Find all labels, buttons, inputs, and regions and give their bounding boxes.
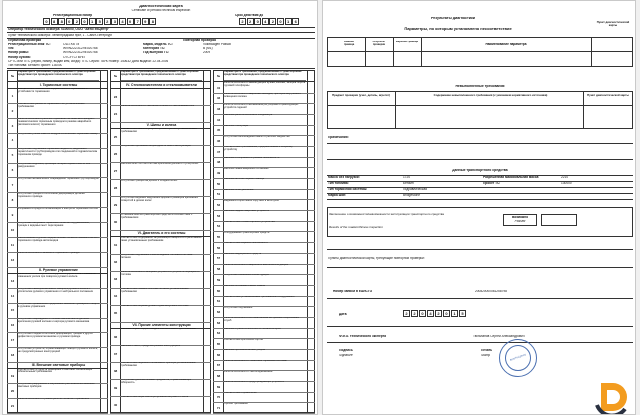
conclusion-label: Заключение о возможности/невозможности эксплуатации транспортного средства	[329, 213, 444, 216]
check-item-number: 60	[216, 288, 221, 293]
srts-line: СРТС или ПТС (серия, номер, выдан кем, когда): ПТС Серия: 78УК Номер: 140632 Дата выдачи: 22.04.2006	[8, 60, 169, 63]
certificate-title-en: Certificate of periodic technical inspection	[131, 9, 191, 12]
vehicle-field-value: 2009	[203, 51, 211, 55]
reg-digit: 8	[149, 18, 156, 25]
check-item: Работоспособность и режим работы сигналов торможения	[18, 398, 89, 401]
reg-digit: 2	[104, 18, 111, 25]
check-item-number: 71	[216, 405, 221, 410]
check-item: Работоспособность запасного тормозного привода	[18, 252, 80, 255]
check-item-number: 70	[216, 395, 221, 400]
nonconf-col1-header: Предмет проверки (узел, деталь, агрегат)	[332, 94, 390, 97]
reg-digit: 3	[111, 18, 118, 25]
section-title: V. Шины и колеса	[146, 123, 177, 128]
date-digit: 2	[435, 310, 442, 317]
signature-label-en: Signature	[339, 354, 353, 357]
check-item: Соответствие отражателей	[224, 391, 257, 394]
check-item: Отсутствие устройств, ограничивающих поворот рулевого колеса, не предусмотренных конструкцией	[18, 347, 98, 353]
check-item-number: 16	[10, 323, 15, 328]
reg-digit: 2	[73, 18, 80, 25]
check-item-number: 47	[216, 149, 221, 154]
eaisto-value: 200820000081258798	[475, 290, 507, 293]
check-item: Соответствие крепления бортов	[224, 338, 263, 341]
vehicle-field-label: Категория ТС:	[143, 47, 166, 51]
check-item: Работоспособность стеклоочистителей и стеклоомывателей	[121, 105, 195, 108]
vehicle-field-label: Год выпуска ТС:	[143, 51, 170, 55]
check-item: Установка шин на транспортное средство в соответствии с требованиями	[121, 213, 193, 219]
check-item: Наличие и исправность ремней безопасности	[224, 157, 280, 160]
results-subtitle: Параметры, по которым установлено несоответствие	[404, 27, 512, 31]
certificate-title: Диагностическая карта	[139, 5, 183, 8]
check-item-number: 25	[113, 134, 118, 139]
reg-digit: 4	[119, 18, 126, 25]
vehicle-data-label: Пробег ТС:	[483, 182, 501, 186]
reg-digit: 1	[89, 18, 96, 25]
reg-digit: 5	[96, 18, 103, 25]
reg-digit: 0	[81, 18, 88, 25]
table-num-header: №	[113, 74, 118, 78]
vehicle-data-title: Данные транспортного средства	[452, 169, 508, 172]
vehicle-data-value: Bridgestone	[403, 194, 421, 198]
check-item: Отсутствие механических повреждений тормозных трубопроводов	[18, 177, 99, 180]
vehicle-field-value: ОТСУТСТВУЕТ	[63, 55, 86, 59]
check-item: Соответствие тягово-сцепного устройства	[224, 221, 275, 224]
check-item-number: 7	[11, 183, 14, 188]
check-item-number: 59	[216, 277, 221, 282]
reg-number-label: Регистрационный номер	[53, 14, 93, 17]
check-item: Работоспособность аварийных выходов, приборов внутреннего освещения салона	[224, 92, 301, 98]
check-item-number: 14	[10, 293, 15, 298]
check-item: Наличие стекол, предусмотренных конструкцией	[121, 345, 181, 348]
reg-digit: 0	[43, 18, 50, 25]
check-item: Отсутствие изменений в конструкции	[224, 274, 270, 277]
section-title: I. Тормозные системы	[39, 83, 78, 87]
check-item: Наличие огнетушителей	[224, 189, 254, 192]
date-digit: 0	[443, 310, 450, 317]
check-item: Работоспособность предупреждающих устройств	[224, 381, 284, 384]
vehicle-field-value: О117ХВ 78	[63, 43, 80, 46]
check-item-number: 49	[216, 171, 221, 176]
check-item: Наличие медицинских средств	[224, 253, 262, 256]
check-item: Наличие тахографа	[224, 125, 248, 127]
check-item-number: 40	[113, 402, 118, 407]
check-item: Соответствие норм светопропускания ветрового стекла	[121, 396, 189, 399]
verdict-blank-box	[541, 214, 577, 226]
check-item-number: 65	[216, 341, 221, 346]
nonconformities-title: Невыполненные требования	[455, 85, 505, 88]
reg-digit: 0	[127, 18, 134, 25]
vehicle-data-label: Марка шин:	[328, 194, 347, 198]
check-item: Отсутствие самопроизвольного поворота рулевого колеса с усилителем рулевого управления от нейтрального положения	[18, 288, 93, 293]
table-num-header: №	[216, 74, 221, 78]
section-title: II. Рулевое управление	[39, 267, 78, 272]
check-item-number: 43	[216, 106, 221, 111]
vehicle-data-value: Гидравлическая	[403, 188, 427, 192]
check-item: Отсутствие трещин и остаточной деформации деталей тормозного привода	[18, 192, 85, 198]
date-digit: 4	[427, 310, 434, 317]
valid-digit: 2	[239, 18, 246, 25]
date-label: Дата:	[339, 313, 348, 316]
valid-digit: 0	[254, 18, 261, 25]
check-item-number: 35	[113, 311, 118, 316]
reg-digit: 8	[58, 18, 65, 25]
table-num-header: №	[10, 74, 15, 78]
check-item: Работоспособность стояночной тормозной системы	[224, 359, 287, 362]
check-item-number: 58	[216, 267, 221, 272]
check-item: Работоспособность системы вызова экстренных оперативных служб	[224, 317, 300, 323]
verdict-label: Возможно	[511, 215, 529, 219]
vehicle-field-value: WVWZZZ3CZ9E020768	[63, 47, 98, 51]
check-item-number: 52	[216, 203, 221, 208]
check-item-number: 63	[216, 320, 221, 325]
check-item-number: 11	[10, 242, 15, 247]
valid-digit: 2	[247, 18, 254, 25]
date-digit: 2	[411, 310, 418, 317]
check-item-number: 29	[113, 203, 118, 208]
vehicle-data-value: 2210	[561, 176, 569, 180]
check-item: Наличие задних защитных устройств	[224, 210, 269, 213]
check-item-number: 44	[216, 117, 221, 122]
results-title: Результаты диагностики	[431, 17, 475, 20]
check-item-number: 24	[113, 111, 118, 116]
check-item: Отсутствие дополнительных предметов, ограничивающих обзорность	[121, 379, 192, 385]
conclusion-block	[327, 207, 633, 237]
check-item-number: 62	[216, 309, 221, 314]
vehicle-data-value: 1720	[403, 176, 411, 180]
check-item: Наличие и работоспособность сигнализаторов	[224, 327, 281, 330]
check-item-number: 67	[216, 363, 221, 368]
check-item: Работоспособность запорных устройств и устройств перекрытия топлива	[121, 270, 200, 276]
inspection-point-line: Пункт технического осмотра: Ленинградский пркт, 1 - Санкт-Петербург	[8, 33, 113, 37]
conclusion-label-en: Results of the roadworthiness inspection	[329, 226, 383, 229]
check-item-number: 26	[113, 151, 118, 156]
first-check-label: Первичная проверка	[8, 38, 42, 42]
check-item-number: 2	[11, 108, 14, 113]
check-item: Отсутствие коррозии, грозящей потерей герметичности или разрушением	[18, 162, 91, 168]
check-item-number: 12	[10, 257, 15, 262]
check-item: Работоспособность замков дверей кузова, кабины, запоров бортов грузовой платформы	[224, 82, 306, 88]
check-item: Отсутствие утечек сжатого воздуха из колесных тормозных камер	[18, 133, 98, 135]
check-item: Наличие опознавательных знаков	[224, 285, 266, 288]
check-item: Работоспособность аварийного выключателя дверей	[224, 263, 289, 266]
col-min-header: Нижняя граница	[343, 41, 355, 46]
expert-label: Ф.И.О. технического эксперта	[339, 335, 386, 338]
check-item: Отсутствие подтекания	[224, 306, 253, 309]
check-item: Соответствие разности тормозных сил установленным требованиям	[18, 103, 85, 109]
check-item: Работоспособность механизмов регулировки и фиксирующих устройств сидений	[224, 103, 299, 109]
check-item-number: 61	[216, 299, 221, 304]
check-item-number: 64	[216, 331, 221, 336]
reg-digit: 9	[142, 18, 149, 25]
certificate-back-page	[322, 0, 636, 415]
vehicle-data-label: Тип топлива:	[328, 182, 349, 186]
check-item-number: 32	[113, 260, 118, 265]
date-digit: 5	[459, 310, 466, 317]
check-item-number: 53	[216, 213, 221, 218]
operator-line: Оператор технического осмотра: №00000, ООО "АвтоТехЦентр"	[8, 28, 110, 31]
check-item-number: 48	[216, 160, 221, 165]
table-column-header: Параметры и требования, предъявляемые к транспортным средствам при проведении технического осмотра	[18, 71, 99, 81]
col-max-header: Верхняя граница	[396, 41, 418, 43]
check-item: Соответствие высоты рисунка протектора шин установленным требованиям	[121, 128, 197, 134]
check-item: Соответствие газовой системы питания установленным требованиям	[121, 287, 189, 293]
check-item: Работоспособность рабочей тормозной системы автопоездов с пневматическим тормозным приводом в режиме аварийного (автоматического) торможения	[18, 118, 95, 126]
check-item-number: 41	[216, 85, 221, 90]
date-digit: 1	[451, 310, 458, 317]
check-item-number: 50	[216, 181, 221, 186]
check-item: Отсутствие видимых нарушений формы и размеров крепежных отверстий в дисках колес	[121, 196, 198, 202]
check-item-number: 20	[10, 388, 15, 393]
col-result-header: Результат проверки	[372, 41, 386, 46]
check-item-number: 45	[216, 128, 221, 133]
check-item-number: 9	[11, 212, 14, 217]
check-item-number: 17	[10, 338, 15, 343]
eaisto-label: Номер записи в ЕАИСТО	[333, 290, 373, 293]
check-item: Соответствие требованиям, предъявляемым к опорному устройству	[224, 146, 293, 152]
check-item: Наличие стеклоочистителей и стеклоомывателей	[121, 88, 182, 91]
check-item: Соответствие звукового сигнального прибора установленным требованиям	[121, 362, 196, 368]
check-item-number: 69	[216, 384, 221, 389]
vehicle-field-value: В (М1)	[203, 47, 213, 51]
stamp-text: АвтоТехЦентр	[509, 353, 527, 362]
valid-digit: 4	[262, 18, 269, 25]
check-item-number: 57	[216, 256, 221, 261]
check-item: Соответствие установленным требованиям оборудования	[224, 295, 295, 298]
check-item: Соответствие устройств освещения и световой сигнализации обязательным требованиям	[18, 368, 93, 374]
vehicle-data-label: Масса без нагрузки:	[328, 176, 360, 180]
table-column-header: Параметры и требования, предъявляемые к транспортным средствам при проведении технического осмотра	[121, 71, 202, 81]
check-item-number: 51	[216, 192, 221, 197]
fuel-line: Тип топлива: Бензин Пробег: 130000	[8, 64, 63, 67]
check-item: Надежность крепления поручней в автобусах	[224, 199, 279, 202]
check-item-number: 28	[113, 186, 118, 191]
date-digit: 2	[403, 310, 410, 317]
check-item-number: 39	[113, 385, 118, 390]
vehicle-field-label: Номер рамы:	[8, 51, 30, 55]
section-title: III. Внешние световые приборы	[31, 363, 86, 368]
check-item: Наличие всех болтов или гаек крепления дисков и ступиц колес	[121, 162, 199, 165]
check-item-number: 1	[11, 93, 14, 98]
check-item-number: 15	[10, 308, 15, 313]
check-item: Отсутствие повреждения и полная комплектность деталей крепления рулевой колонки и картера рулевого механизма	[18, 317, 90, 323]
check-item-number: 46	[216, 139, 221, 144]
check-item: Соответствие содержания загрязняющих веществ в отработавших газах установленным требованиям	[121, 236, 202, 242]
check-item: Отсутствие следов остаточной деформации, трещин и других дефектов в рулевом механизме и рулевом приводе	[18, 332, 93, 338]
check-item-number: 10	[10, 227, 15, 232]
results-point-header: Пункт диагностической карты	[596, 21, 630, 27]
check-item: Соответствие показателей эффективности торможения и устойчивости торможения	[18, 88, 88, 94]
section-title: VI. Двигатель и его системы	[137, 231, 186, 236]
reg-digit: 8	[51, 18, 58, 25]
check-item: Наличие противооткатных упоров	[224, 349, 265, 352]
reg-digit: 7	[134, 18, 141, 25]
check-item: Соответствие каркаса безопасности	[224, 242, 268, 245]
section-title: IV. Стеклоочистители и стеклоомыватели	[126, 83, 197, 87]
check-item: Работоспособность усилителя рулевого управления. Плавность изменения усилия при повороте рулевого колеса	[18, 273, 96, 279]
check-item-number: 4	[11, 138, 14, 143]
vehicle-field-label: Регистрационный знак ТС:	[8, 43, 51, 46]
stamp-label: Печать	[481, 349, 493, 352]
verdict-label-en: Passed	[514, 220, 526, 223]
check-item-number: 33	[113, 277, 118, 282]
nonconf-col2-header: Содержание невыполненного требования (с указанием нормативного источника)	[433, 94, 548, 97]
check-item-number: 37	[113, 351, 118, 356]
check-item: Наличие зеркал заднего вида в соответствии с требованиями	[121, 328, 196, 331]
check-item-number: 30	[113, 220, 118, 225]
check-item-number: 36	[113, 334, 118, 339]
check-item-number: 31	[113, 243, 118, 248]
expert-name: Тюльпанов Сергей Александрович	[473, 335, 525, 338]
valid-digit: 2	[269, 18, 276, 25]
check-item-number: 13	[10, 278, 15, 283]
check-item-number: 8	[11, 198, 14, 203]
check-item: Отсутствие трещин на дисках и ободьях колес	[121, 179, 178, 182]
check-item-number: 38	[113, 368, 118, 373]
check-item: Отсутствие каплепадения масел и рабочих жидкостей	[224, 135, 290, 138]
valid-digit: 6	[292, 18, 299, 25]
recheck-label: Пункты диагностической карты, требующие повторной проверки:	[328, 257, 425, 260]
brand-logo-icon	[595, 379, 633, 415]
check-item-number: 42	[216, 96, 221, 101]
check-item: Отсутствие набухания тормозных шлангов под давлением, трещин и видимых мест перетирания	[18, 222, 90, 228]
check-item-number: 27	[113, 169, 118, 174]
check-item-number: 3	[11, 123, 14, 128]
check-item-number: 55	[216, 235, 221, 240]
certificate-front-page	[2, 0, 318, 415]
valid-digit: 0	[277, 18, 284, 25]
check-item: Оборудование транспортных средств	[224, 231, 270, 234]
repeat-check-label: Повторная проверка	[183, 38, 216, 42]
check-item: Исправность средств сигнализации и контроля тормозных систем	[18, 207, 98, 210]
check-item-number: 68	[216, 373, 221, 378]
vehicle-data-label: Разрешённая максимальная масса:	[483, 176, 540, 180]
signature-label: Подпись	[339, 349, 353, 352]
col-param-header: Наименование параметра	[485, 43, 527, 46]
vehicle-field-label: VIN:	[8, 47, 15, 51]
check-item: Прочие требования	[224, 402, 248, 405]
check-item: Отсутствие признаков непригодности шин к эксплуатации	[121, 145, 191, 148]
vehicle-field-value: WVWZZZ3CZ9E020768	[63, 51, 98, 55]
check-item-number: 23	[113, 94, 118, 99]
nonconf-col3-header: Пункт диагностической карты	[587, 94, 629, 97]
check-item: Наличие знака аварийной остановки	[224, 167, 269, 170]
check-item-number: 18	[10, 353, 15, 358]
check-item-number: 34	[113, 294, 118, 299]
check-item-number: 5	[11, 153, 14, 158]
vehicle-data-value: 130000	[561, 182, 572, 186]
table-column-header: Параметры и требования, предъявляемые к транспортным средствам при проведении технического осмотра	[224, 71, 306, 81]
check-item: Расположение и длина соединительных шлангов пневматического тормозного привода автопоездов	[18, 237, 99, 243]
reg-digit: 0	[66, 18, 73, 25]
check-item: Работоспособность стеклоподъемников	[224, 370, 273, 373]
check-item: Отсутствие подтекания и каплепадения топлива в системе питания	[121, 253, 193, 259]
vehicle-data-value: Бензин	[403, 182, 414, 186]
vehicle-field-label: Номер кузова:	[8, 55, 31, 59]
date-digit: 0	[419, 310, 426, 317]
check-item-number: 66	[216, 352, 221, 357]
section-title: VII. Прочие элементы конструкции	[132, 322, 191, 327]
vehicle-data-label: Тип тормозной системы:	[328, 188, 368, 192]
vehicle-field-label: Марка, модель ТС:	[143, 43, 173, 46]
valid-until-label: Срок действия до	[235, 14, 264, 17]
check-item-number: 19	[10, 374, 15, 379]
check-item-number: 21	[10, 403, 15, 408]
check-item: Наличие работоспособного спидометра	[224, 114, 273, 117]
vehicle-field-value: Volkswagen Passat	[203, 43, 231, 46]
check-item: Наличие аптечки первой помощи	[224, 178, 265, 181]
check-item-number: 54	[216, 224, 221, 229]
check-item-number: 6	[11, 168, 14, 173]
check-item: Соответствие нормам уровня шума выпускной системы	[121, 304, 189, 307]
check-item: Отсутствие разрушений и загрязнений рассеивателей внешних световых приборов	[18, 383, 95, 389]
check-item: Отсутствие подтекания тормозной жидкости, нарушения герметичности трубопроводов или соединений в гидравлическом тормозном приводе	[18, 147, 98, 156]
stamp-label-en: Stamp	[481, 354, 491, 357]
notes-label: Примечания:	[328, 136, 349, 139]
valid-digit: 1	[285, 18, 292, 25]
check-item-number: 56	[216, 245, 221, 250]
check-item: Отсутствие превышения предельных значений суммарного люфта в рулевом управлении	[18, 302, 99, 308]
